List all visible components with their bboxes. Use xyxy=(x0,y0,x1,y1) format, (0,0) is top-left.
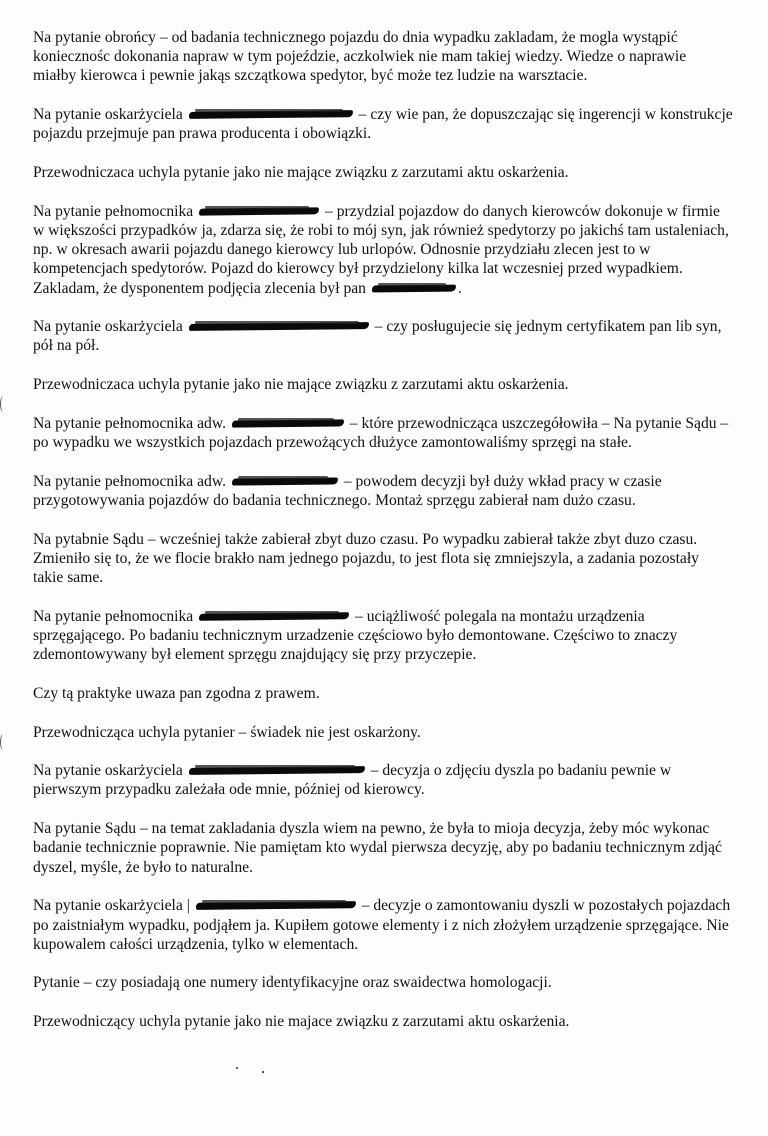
paragraph-12 xyxy=(33,723,733,742)
paragraph-text-end: . xyxy=(457,279,462,297)
paragraph-text: Przewodniczący uchyla pytanie jako nie majace związku z zarzutami aktu oskarżenia. xyxy=(33,1013,570,1031)
paragraph-text-lead: Na pytanie pełnomocnika adw. xyxy=(33,472,226,490)
paragraph-text-rest: – czy wie pan, że dopuszczając się ingerencji w konstrukcje pojazdu przejmuje pan prawa producenta i obowiązki. xyxy=(33,106,733,143)
paragraph-1 xyxy=(33,28,733,86)
paragraph-text-rest: – które przewodnicząca uszczegółowiła – Na pytanie Sądu – po wypadku we wszystkich pojazdach przewożących dłużyce zamontowaliśmy sprzęgi na stałe. xyxy=(33,414,729,452)
paragraph-text: Przewodniczaca uchyla pytanie jako nie mające związku z zarzutami aktu oskarżenia. xyxy=(33,376,569,394)
paragraph-6 xyxy=(33,375,733,394)
paragraph-text-rest: – uciążliwość polegala na montażu urządzenia sprzęgającego. Po badaniu technicznym urzadzenie częściowo było demontowane. Częściwo to znaczy zdemontowywany był element sprzęgu znajdujący się przy przyczepie. xyxy=(33,607,678,664)
scan-speck xyxy=(262,1071,264,1073)
paragraph-9 xyxy=(33,530,733,588)
paragraph-3 xyxy=(33,163,733,182)
paragraph-text-lead: Na pytanie oskarżyciela xyxy=(33,106,183,124)
paragraph-text: Na pytanie obrońcy – od badania technicznego pojazdu do dnia wypadku zakladam, że mogla wystąpić koniecznośc dokonania napraw w tym pojeździe, aczkolwiek nie mam takiej wiedzy. Wiedze o naprawie miałby kierowca i pewnie jakąs szczątkowa spedytor, być może tez ludzie na warsztacie. xyxy=(33,29,687,85)
paragraph-text: Na pytabnie Sądu – wcześniej także zabierał zbyt duzo czasu. Po wypadku zabierał także zbyt duzo czasu. Zmieniło się to, że we flocie brakło nam jednego pojazdu, to jest flota się zmniejszyla, a zadania pozostały takie same. xyxy=(33,530,699,587)
paragraph-13 xyxy=(33,761,733,799)
redacted-name xyxy=(372,282,456,295)
paragraph-17 xyxy=(33,1012,733,1031)
paragraph-text-lead: Na pytanie oskarżyciela | xyxy=(33,897,190,915)
redacted-name xyxy=(199,205,319,218)
paragraph-5 xyxy=(33,317,733,355)
redacted-name xyxy=(189,108,353,121)
redacted-name xyxy=(189,764,365,777)
redacted-name xyxy=(232,417,344,430)
paragraph-8 xyxy=(33,472,733,510)
paragraph-text-rest: – decyzja o zdjęciu dyszla po badaniu pewnie w pierwszym przypadku zależała ode mnie, później od kierowcy. xyxy=(33,762,672,799)
paragraph-4 xyxy=(33,202,733,298)
paragraph-text: Pytanie – czy posiadają one numery identyfikacyjne oraz swaidectwa homologacji. xyxy=(33,974,552,992)
paragraph-15 xyxy=(33,896,733,954)
redacted-name xyxy=(196,899,356,912)
paragraph-text-lead: Na pytanie oskarżyciela xyxy=(33,762,183,780)
paragraph-7 xyxy=(33,414,733,452)
paragraph-text: Czy tą praktyke uwaza pan zgodna z prawem. xyxy=(33,684,320,702)
scan-edge-mark xyxy=(0,396,6,412)
scan-speck xyxy=(236,1067,238,1069)
paragraph-10 xyxy=(33,607,733,665)
paragraph-text-rest: – czy posługujecie się jednym certyfikatem pan lib syn, pół na pół. xyxy=(33,318,722,355)
paragraph-text: Na pytanie Sądu – na temat zakladania dyszla wiem na pewno, że była to mioja decyzja, żeby móc wykonac badanie technicznie poprawnie. Nie pamiętam kto wydal pierwsza decyzję, aby po badaniu technicznym zdjąć dyszel, myśle, że było to naturalne. xyxy=(33,820,722,876)
paragraph-text-lead: Na pytanie pełnomocnika xyxy=(33,607,194,625)
redacted-name xyxy=(199,610,349,623)
paragraph-2 xyxy=(33,105,733,143)
redacted-name xyxy=(189,320,369,333)
paragraph-text-rest: – powodem decyzji był duży wkład pracy w czasie przygotowywania pojazdów do badania technicznego. Montaż sprzęgu zabierał nam dużo czasu. xyxy=(33,472,662,509)
paragraph-11 xyxy=(33,684,733,703)
scan-edge-mark xyxy=(0,734,6,750)
paragraph-text: Przewodniczaca uchyla pytanie jako nie mające związku z zarzutami aktu oskarżenia. xyxy=(33,164,569,182)
paragraph-14 xyxy=(33,819,733,877)
redacted-name xyxy=(232,475,338,488)
document-body xyxy=(33,28,733,1051)
paragraph-text-lead: Na pytanie pełnomocnika adw. xyxy=(33,414,226,432)
paragraph-text-lead: Na pytanie pełnomocnika xyxy=(33,202,194,220)
paragraph-text-rest: – przydzial pojazdow do danych kierowców dokonuje w firmie w większości przypadków ja, zdarza się, że robi to mój syn, jak również spedytorzy po jakichś tam ustaleniach, np. w okresach awarii pojazdu danego kierowcy lub urlopów. Odnosnie przydziału zlecen jest to w kompetencjach spedytorów. Pojazd do kierowcy był przydzielony kilka lat wczesniej przed wypadkiem. Zakladam, że dysponentem podjęcia zlecenia był pan xyxy=(33,202,729,297)
paragraph-16 xyxy=(33,973,733,992)
paragraph-text-rest: – decyzje o zamontowaniu dyszli w pozostałych pojazdach po zaistniałym wypadku, podjąłem ja. Kupiłem gotowe elementy i z nich złożyłem urządzenie sprzęgające. Nie kupowalem całości urządzenia, tylko w elementach. xyxy=(33,897,731,953)
paragraph-text-lead: Na pytanie oskarżyciela xyxy=(33,318,183,336)
paragraph-text: Przewodnicząca uchyla pytanier – świadek nie jest oskarżony. xyxy=(33,723,421,741)
